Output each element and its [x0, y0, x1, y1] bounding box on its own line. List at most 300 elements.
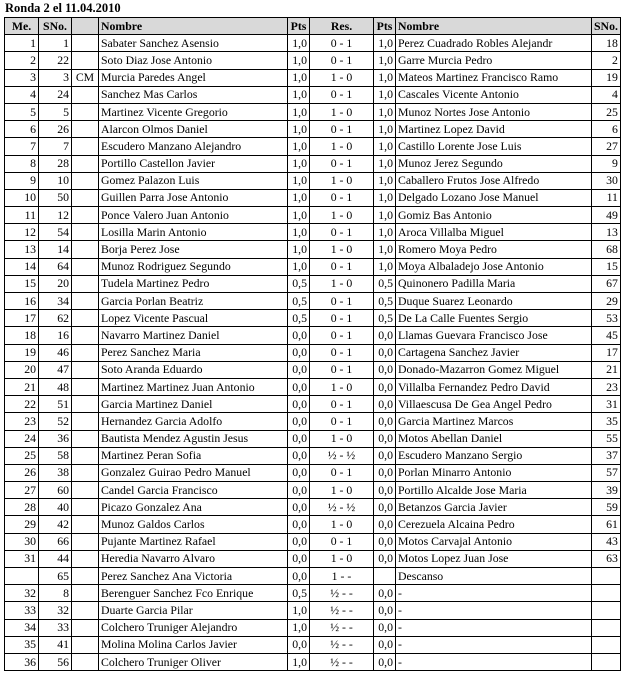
table-row: [5, 258, 621, 275]
cell-result: 1 - 0: [310, 275, 374, 292]
cell-sno-black: 18: [592, 35, 621, 52]
cell-pts-black: 0,0: [374, 327, 396, 344]
cell-name-black: -: [396, 585, 592, 602]
cell-pts-black: 1,0: [374, 35, 396, 52]
cell-sno-white: 65: [39, 568, 72, 585]
cell-sno-white: 7: [39, 138, 72, 155]
cell-name-white: Gonzalez Guirao Pedro Manuel: [99, 464, 288, 481]
cell-mesa: 18: [5, 327, 39, 344]
table-row: [5, 138, 621, 155]
cell-pts-black: 0,0: [374, 482, 396, 499]
cell-pts-white: 1,0: [288, 103, 310, 120]
cell-result: 1 - 0: [310, 430, 374, 447]
cell-mesa: 35: [5, 636, 39, 653]
cell-sno-white: 1: [39, 35, 72, 52]
cell-name-black: Perez Cuadrado Robles Alejandr: [396, 35, 592, 52]
table-row: [5, 344, 621, 361]
cell-pts-black: 0,0: [374, 344, 396, 361]
cell-pts-white: 1,0: [288, 258, 310, 275]
cell-name-black: Motos Lopez Juan Jose: [396, 550, 592, 567]
cell-mesa: 28: [5, 499, 39, 516]
cell-title: [72, 378, 99, 395]
cell-result: 0 - 1: [310, 327, 374, 344]
cell-name-white: Portillo Castellon Javier: [99, 155, 288, 172]
cell-result: ½ - -: [310, 602, 374, 619]
table-row: [5, 482, 621, 499]
cell-sno-white: 44: [39, 550, 72, 567]
table-row: [5, 207, 621, 224]
cell-title: [72, 275, 99, 292]
table-row: [5, 619, 621, 636]
cell-result: 0 - 1: [310, 293, 374, 310]
cell-title: [72, 499, 99, 516]
cell-name-black: Motos Abellan Daniel: [396, 430, 592, 447]
cell-name-black: Aroca Villalba Miguel: [396, 224, 592, 241]
cell-title: [72, 52, 99, 69]
cell-pts-black: 0,0: [374, 413, 396, 430]
cell-pts-white: 0,0: [288, 550, 310, 567]
cell-sno-black: 2: [592, 52, 621, 69]
cell-pts-black: 1,0: [374, 121, 396, 138]
cell-pts-white: 0,0: [288, 464, 310, 481]
cell-title: [72, 189, 99, 206]
cell-name-white: Sabater Sanchez Asensio: [99, 35, 288, 52]
table-row: [5, 327, 621, 344]
cell-pts-white: 0,0: [288, 482, 310, 499]
cell-mesa: [5, 568, 39, 585]
cell-pts-black: 0,5: [374, 310, 396, 327]
cell-sno-black: 11: [592, 189, 621, 206]
header-title: [72, 18, 99, 35]
cell-mesa: 29: [5, 516, 39, 533]
cell-sno-black: [592, 568, 621, 585]
cell-sno-white: 5: [39, 103, 72, 120]
cell-name-black: Garre Murcia Pedro: [396, 52, 592, 69]
cell-sno-black: 45: [592, 327, 621, 344]
cell-name-black: Quinonero Padilla Maria: [396, 275, 592, 292]
cell-name-black: -: [396, 653, 592, 670]
cell-mesa: 23: [5, 413, 39, 430]
cell-name-white: Molina Molina Carlos Javier: [99, 636, 288, 653]
header-pts-black: Pts: [374, 18, 396, 35]
cell-title: [72, 550, 99, 567]
table-row: [5, 241, 621, 258]
cell-pts-white: 0,0: [288, 568, 310, 585]
cell-pts-black: 0,0: [374, 602, 396, 619]
cell-name-black: -: [396, 602, 592, 619]
cell-pts-black: 0,0: [374, 499, 396, 516]
header-sno-white: SNo.: [39, 18, 72, 35]
cell-title: [72, 224, 99, 241]
header-pts-white: Pts: [288, 18, 310, 35]
cell-sno-black: 4: [592, 86, 621, 103]
table-row: [5, 533, 621, 550]
cell-mesa: 34: [5, 619, 39, 636]
cell-title: [72, 258, 99, 275]
cell-sno-white: 52: [39, 413, 72, 430]
cell-sno-black: 13: [592, 224, 621, 241]
cell-sno-white: 14: [39, 241, 72, 258]
cell-sno-black: 6: [592, 121, 621, 138]
cell-name-white: Soto Aranda Eduardo: [99, 361, 288, 378]
cell-title: [72, 207, 99, 224]
cell-result: 1 - 0: [310, 516, 374, 533]
header-row: [5, 18, 621, 35]
cell-mesa: 15: [5, 275, 39, 292]
cell-pts-white: 0,0: [288, 447, 310, 464]
table-row: [5, 275, 621, 292]
cell-name-white: Losilla Marin Antonio: [99, 224, 288, 241]
cell-sno-white: 12: [39, 207, 72, 224]
cell-sno-white: 16: [39, 327, 72, 344]
cell-sno-black: 21: [592, 361, 621, 378]
cell-sno-black: [592, 602, 621, 619]
cell-title: [72, 241, 99, 258]
cell-sno-black: 35: [592, 413, 621, 430]
cell-pts-black: 1,0: [374, 258, 396, 275]
cell-name-black: -: [396, 636, 592, 653]
cell-title: [72, 344, 99, 361]
cell-sno-black: 30: [592, 172, 621, 189]
cell-title: [72, 447, 99, 464]
cell-result: ½ - ½: [310, 447, 374, 464]
cell-sno-white: 42: [39, 516, 72, 533]
cell-mesa: 8: [5, 155, 39, 172]
cell-pts-white: 0,0: [288, 327, 310, 344]
cell-sno-white: 54: [39, 224, 72, 241]
cell-name-black: Caballero Frutos Jose Alfredo: [396, 172, 592, 189]
cell-result: 0 - 1: [310, 413, 374, 430]
cell-sno-white: 28: [39, 155, 72, 172]
cell-result: 1 - 0: [310, 550, 374, 567]
cell-pts-white: 0,0: [288, 499, 310, 516]
cell-mesa: 10: [5, 189, 39, 206]
cell-result: 0 - 1: [310, 35, 374, 52]
cell-title: [72, 172, 99, 189]
table-row: [5, 224, 621, 241]
cell-sno-white: 26: [39, 121, 72, 138]
cell-name-black: Donado-Mazarron Gomez Miguel: [396, 361, 592, 378]
cell-pts-white: 1,0: [288, 619, 310, 636]
cell-title: CM: [72, 69, 99, 86]
cell-sno-white: 47: [39, 361, 72, 378]
cell-name-white: Munoz Rodriguez Segundo: [99, 258, 288, 275]
table-row: [5, 155, 621, 172]
cell-sno-white: 3: [39, 69, 72, 86]
cell-pts-white: 1,0: [288, 241, 310, 258]
cell-sno-black: 63: [592, 550, 621, 567]
cell-pts-black: 0,0: [374, 636, 396, 653]
table-row: [5, 413, 621, 430]
table-row: [5, 121, 621, 138]
cell-title: [72, 533, 99, 550]
cell-result: ½ - -: [310, 619, 374, 636]
cell-mesa: 26: [5, 464, 39, 481]
cell-pts-black: 0,0: [374, 653, 396, 670]
cell-pts-black: 1,0: [374, 207, 396, 224]
cell-name-black: Llamas Guevara Francisco Jose: [396, 327, 592, 344]
cell-pts-white: 1,0: [288, 35, 310, 52]
table-row: [5, 602, 621, 619]
cell-name-black: Romero Moya Pedro: [396, 241, 592, 258]
cell-result: ½ - -: [310, 585, 374, 602]
page-title: Ronda 2 el 11.04.2010: [5, 1, 121, 15]
table-row: [5, 499, 621, 516]
table-row: [5, 52, 621, 69]
cell-pts-white: 0,0: [288, 361, 310, 378]
cell-name-black: Villalba Fernandez Pedro David: [396, 378, 592, 395]
cell-mesa: 17: [5, 310, 39, 327]
cell-pts-white: 0,0: [288, 516, 310, 533]
table-row: [5, 86, 621, 103]
cell-pts-black: 0,0: [374, 396, 396, 413]
cell-name-black: Munoz Jerez Segundo: [396, 155, 592, 172]
cell-title: [72, 86, 99, 103]
pairings-table: [4, 17, 621, 671]
cell-title: [72, 430, 99, 447]
cell-pts-white: 1,0: [288, 224, 310, 241]
cell-title: [72, 327, 99, 344]
table-row: [5, 172, 621, 189]
cell-sno-white: 56: [39, 653, 72, 670]
cell-result: ½ - -: [310, 653, 374, 670]
cell-name-black: Cascales Vicente Antonio: [396, 86, 592, 103]
cell-pts-black: 0,0: [374, 378, 396, 395]
cell-name-black: Gomiz Bas Antonio: [396, 207, 592, 224]
cell-result: 0 - 1: [310, 86, 374, 103]
table-row: [5, 189, 621, 206]
cell-pts-white: 0,0: [288, 396, 310, 413]
cell-name-white: Navarro Martinez Daniel: [99, 327, 288, 344]
cell-mesa: 27: [5, 482, 39, 499]
cell-title: [72, 155, 99, 172]
cell-title: [72, 413, 99, 430]
cell-sno-white: 33: [39, 619, 72, 636]
cell-pts-black: 1,0: [374, 86, 396, 103]
cell-name-black: -: [396, 619, 592, 636]
cell-sno-white: 36: [39, 430, 72, 447]
cell-name-white: Martinez Vicente Gregorio: [99, 103, 288, 120]
cell-result: 0 - 1: [310, 396, 374, 413]
cell-name-white: Alarcon Olmos Daniel: [99, 121, 288, 138]
cell-pts-white: 1,0: [288, 189, 310, 206]
cell-name-black: Portillo Alcalde Jose Maria: [396, 482, 592, 499]
cell-name-black: Martinez Lopez David: [396, 121, 592, 138]
cell-sno-black: 68: [592, 241, 621, 258]
header-mesa: Me.: [5, 18, 39, 35]
cell-title: [72, 568, 99, 585]
cell-name-black: Duque Suarez Leonardo: [396, 293, 592, 310]
cell-title: [72, 310, 99, 327]
cell-pts-black: 1,0: [374, 103, 396, 120]
cell-mesa: 31: [5, 550, 39, 567]
cell-name-white: Martinez Martinez Juan Antonio: [99, 378, 288, 395]
cell-name-white: Pujante Martinez Rafael: [99, 533, 288, 550]
cell-sno-black: 39: [592, 482, 621, 499]
cell-title: [72, 653, 99, 670]
cell-result: 1 - 0: [310, 172, 374, 189]
cell-pts-white: 0,0: [288, 636, 310, 653]
cell-result: 0 - 1: [310, 121, 374, 138]
cell-mesa: 25: [5, 447, 39, 464]
cell-mesa: 11: [5, 207, 39, 224]
table-row: [5, 447, 621, 464]
cell-mesa: 3: [5, 69, 39, 86]
table-row: [5, 464, 621, 481]
header-result: Res.: [310, 18, 374, 35]
table-row: [5, 585, 621, 602]
cell-name-black: Descanso: [396, 568, 592, 585]
cell-sno-black: 43: [592, 533, 621, 550]
cell-pts-white: 1,0: [288, 653, 310, 670]
cell-pts-black: 0,0: [374, 361, 396, 378]
cell-sno-black: [592, 619, 621, 636]
cell-name-white: Escudero Manzano Alejandro: [99, 138, 288, 155]
cell-pts-white: 1,0: [288, 69, 310, 86]
header-name-black: Nombre: [396, 18, 592, 35]
cell-result: 0 - 1: [310, 310, 374, 327]
cell-result: 1 - -: [310, 568, 374, 585]
table-row: [5, 378, 621, 395]
cell-name-black: De La Calle Fuentes Sergio: [396, 310, 592, 327]
cell-sno-black: 31: [592, 396, 621, 413]
cell-name-white: Duarte Garcia Pilar: [99, 602, 288, 619]
cell-sno-black: 37: [592, 447, 621, 464]
cell-sno-black: 19: [592, 69, 621, 86]
cell-sno-black: [592, 636, 621, 653]
cell-sno-black: 9: [592, 155, 621, 172]
cell-result: 0 - 1: [310, 189, 374, 206]
cell-name-black: Delgado Lozano Jose Manuel: [396, 189, 592, 206]
cell-pts-white: 0,0: [288, 413, 310, 430]
cell-pts-white: 0,5: [288, 293, 310, 310]
cell-name-black: Cartagena Sanchez Javier: [396, 344, 592, 361]
cell-name-white: Borja Perez Jose: [99, 241, 288, 258]
cell-sno-black: 49: [592, 207, 621, 224]
cell-sno-white: 46: [39, 344, 72, 361]
cell-name-white: Martinez Peran Sofia: [99, 447, 288, 464]
cell-pts-black: 0,0: [374, 447, 396, 464]
cell-sno-black: 67: [592, 275, 621, 292]
cell-title: [72, 602, 99, 619]
cell-pts-black: 0,5: [374, 275, 396, 292]
cell-sno-black: 17: [592, 344, 621, 361]
cell-mesa: 12: [5, 224, 39, 241]
cell-sno-white: 51: [39, 396, 72, 413]
cell-sno-black: 57: [592, 464, 621, 481]
cell-pts-white: 1,0: [288, 52, 310, 69]
cell-sno-black: 27: [592, 138, 621, 155]
cell-mesa: 32: [5, 585, 39, 602]
cell-pts-white: 1,0: [288, 155, 310, 172]
cell-name-black: Moya Albaladejo Jose Antonio: [396, 258, 592, 275]
cell-name-black: Motos Carvajal Antonio: [396, 533, 592, 550]
table-row: [5, 636, 621, 653]
cell-mesa: 30: [5, 533, 39, 550]
cell-title: [72, 482, 99, 499]
cell-name-black: Betanzos Garcia Javier: [396, 499, 592, 516]
header-sno-black: SNo.: [592, 18, 621, 35]
cell-sno-black: 61: [592, 516, 621, 533]
cell-pts-black: 1,0: [374, 52, 396, 69]
cell-result: 1 - 0: [310, 69, 374, 86]
cell-result: 0 - 1: [310, 464, 374, 481]
cell-sno-white: 24: [39, 86, 72, 103]
cell-result: ½ - ½: [310, 499, 374, 516]
cell-title: [72, 396, 99, 413]
cell-pts-white: 1,0: [288, 602, 310, 619]
cell-sno-black: 15: [592, 258, 621, 275]
cell-mesa: 21: [5, 378, 39, 395]
cell-name-black: Mateos Martinez Francisco Ramo: [396, 69, 592, 86]
cell-mesa: 36: [5, 653, 39, 670]
cell-pts-black: 0,0: [374, 619, 396, 636]
cell-pts-white: 0,0: [288, 344, 310, 361]
cell-name-white: Guillen Parra Jose Antonio: [99, 189, 288, 206]
table-row: [5, 103, 621, 120]
cell-title: [72, 138, 99, 155]
cell-name-white: Gomez Palazon Luis: [99, 172, 288, 189]
cell-mesa: 13: [5, 241, 39, 258]
cell-pts-white: 0,0: [288, 533, 310, 550]
cell-pts-black: 1,0: [374, 172, 396, 189]
cell-name-black: Porlan Minarro Antonio: [396, 464, 592, 481]
cell-mesa: 24: [5, 430, 39, 447]
cell-pts-white: 1,0: [288, 207, 310, 224]
cell-pts-black: [374, 568, 396, 585]
cell-result: 1 - 0: [310, 103, 374, 120]
cell-pts-white: 0,5: [288, 310, 310, 327]
cell-name-black: Cerezuela Alcaina Pedro: [396, 516, 592, 533]
cell-name-black: Villaescusa De Gea Angel Pedro: [396, 396, 592, 413]
cell-name-white: Tudela Martinez Pedro: [99, 275, 288, 292]
cell-result: 0 - 1: [310, 224, 374, 241]
cell-name-white: Colchero Truniger Oliver: [99, 653, 288, 670]
cell-name-white: Lopez Vicente Pascual: [99, 310, 288, 327]
cell-result: 0 - 1: [310, 344, 374, 361]
cell-pts-black: 0,0: [374, 464, 396, 481]
cell-sno-black: 23: [592, 378, 621, 395]
cell-pts-white: 0,5: [288, 585, 310, 602]
cell-name-white: Bautista Mendez Agustin Jesus: [99, 430, 288, 447]
cell-name-white: Colchero Truniger Alejandro: [99, 619, 288, 636]
cell-mesa: 14: [5, 258, 39, 275]
cell-mesa: 16: [5, 293, 39, 310]
cell-title: [72, 585, 99, 602]
cell-mesa: 5: [5, 103, 39, 120]
cell-mesa: 6: [5, 121, 39, 138]
cell-result: 0 - 1: [310, 361, 374, 378]
cell-pts-black: 0,0: [374, 516, 396, 533]
cell-name-white: Candel Garcia Francisco: [99, 482, 288, 499]
cell-mesa: 33: [5, 602, 39, 619]
table-row: [5, 430, 621, 447]
cell-pts-black: 1,0: [374, 189, 396, 206]
cell-pts-black: 1,0: [374, 224, 396, 241]
cell-sno-white: 38: [39, 464, 72, 481]
cell-name-white: Sanchez Mas Carlos: [99, 86, 288, 103]
cell-title: [72, 361, 99, 378]
cell-result: 1 - 0: [310, 207, 374, 224]
cell-sno-black: [592, 653, 621, 670]
cell-pts-black: 0,5: [374, 293, 396, 310]
cell-pts-black: 1,0: [374, 241, 396, 258]
cell-sno-white: 32: [39, 602, 72, 619]
cell-sno-black: 59: [592, 499, 621, 516]
cell-name-white: Picazo Gonzalez Ana: [99, 499, 288, 516]
cell-sno-white: 62: [39, 310, 72, 327]
cell-pts-white: 0,0: [288, 378, 310, 395]
